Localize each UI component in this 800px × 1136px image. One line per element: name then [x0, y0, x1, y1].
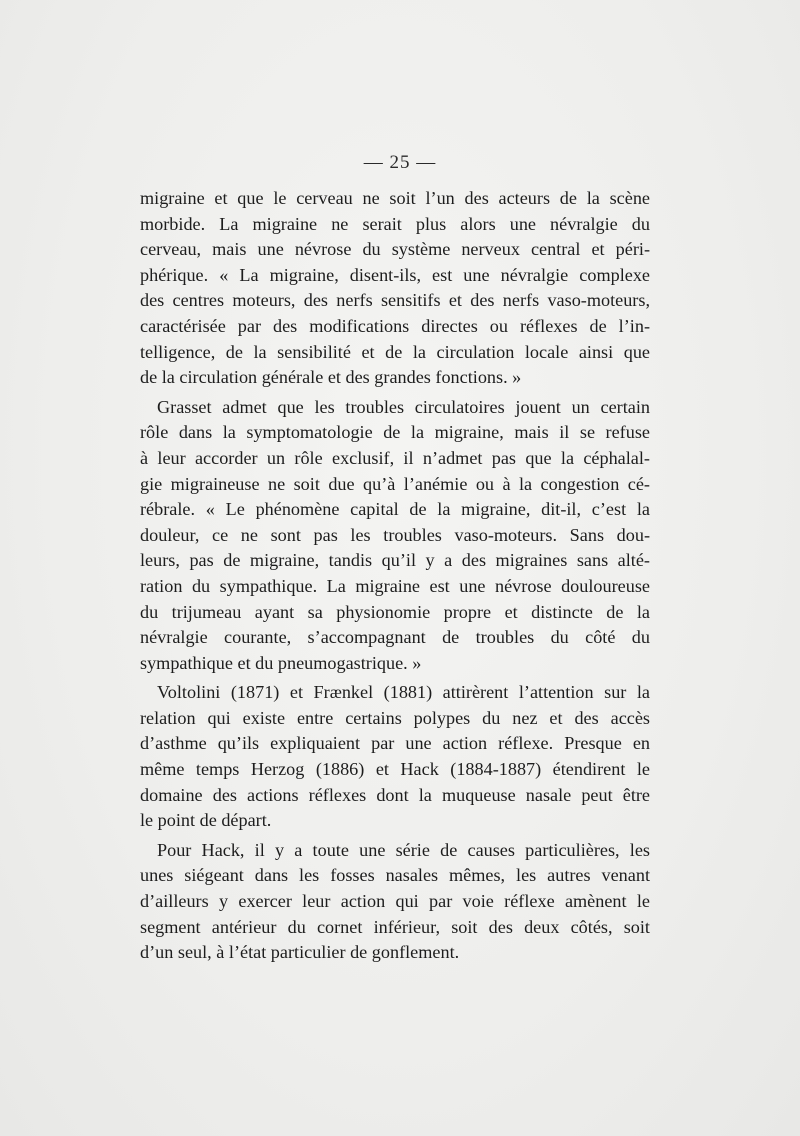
- text-line: Voltolini (1871) et Frænkel (1881) attirèrent l’attention sur la: [157, 682, 650, 703]
- text-line: segment antérieur du cornet inférieur, soit des deux côtés, soit: [140, 916, 650, 937]
- text-line: douleur, ce ne sont pas les troubles vaso-moteurs. Sans dou-: [140, 524, 650, 545]
- text-line: du trijumeau ayant sa physionomie propre et distincte de la: [140, 601, 650, 622]
- text-line: à leur accorder un rôle exclusif, il n’admet pas que la céphalal-: [140, 447, 650, 468]
- paragraph-2: [140, 395, 650, 677]
- text-line: migraine et que le cerveau ne soit l’un des acteurs de la scène: [140, 188, 650, 208]
- text-line: Pour Hack, il y a toute une série de causes particulières, les: [157, 839, 650, 860]
- text-line: Grasset admet que les troubles circulatoires jouent un certain: [157, 396, 650, 417]
- text-line: unes siégeant dans les fosses nasales mêmes, les autres venant: [140, 865, 650, 886]
- text-line: caractérisée par des modifications directes ou réflexes de l’in-: [140, 315, 650, 336]
- text-line: névralgie courante, s’accompagnant de troubles du côté du: [140, 627, 650, 648]
- text-line: leurs, pas de migraine, tandis qu’il y a des migraines sans alté-: [140, 550, 650, 571]
- text-line: d’un seul, à l’état particulier de gonflement.: [140, 942, 460, 963]
- body-text: [140, 186, 650, 970]
- text-line: sympathique et du pneumogastrique. »: [140, 652, 422, 673]
- text-line: rôle dans la symptomatologie de la migraine, mais il se refuse: [140, 422, 650, 443]
- paragraph-4: [140, 838, 650, 966]
- page-number: — 25 —: [363, 152, 437, 173]
- text-line: des centres moteurs, des nerfs sensitifs et des nerfs vaso-moteurs,: [140, 290, 650, 311]
- text-line: d’ailleurs y exercer leur action qui par voie réflexe amènent le: [140, 891, 650, 912]
- text-line: domaine des actions réflexes dont la muqueuse nasale peut être: [140, 784, 650, 805]
- text-line: d’asthme qu’ils expliquaient par une action réflexe. Presque en: [140, 733, 650, 754]
- text-line: phérique. « La migraine, disent-ils, est une névralgie complexe: [140, 264, 650, 285]
- text-line: relation qui existe entre certains polypes du nez et des accès: [140, 707, 650, 728]
- text-line: gie migraineuse ne soit due qu’à l’anémie ou à la congestion cé-: [140, 473, 650, 494]
- text-line: telligence, de la sensibilité et de la circulation locale ainsi que: [140, 341, 650, 362]
- paragraph-1: [140, 186, 650, 391]
- text-line: morbide. La migraine ne serait plus alors une névralgie du: [140, 213, 650, 234]
- text-line: ration du sympathique. La migraine est une névrose douloureuse: [140, 575, 650, 596]
- text-line: de la circulation générale et des grandes fonctions. »: [140, 367, 522, 388]
- text-line: le point de départ.: [140, 810, 272, 831]
- text-line: cerveau, mais une névrose du système nerveux central et péri-: [140, 239, 650, 260]
- text-line: même temps Herzog (1886) et Hack (1884-1887) étendirent le: [140, 759, 650, 780]
- paragraph-3: [140, 680, 650, 834]
- text-line: rébrale. « Le phénomène capital de la migraine, dit-il, c’est la: [140, 499, 650, 520]
